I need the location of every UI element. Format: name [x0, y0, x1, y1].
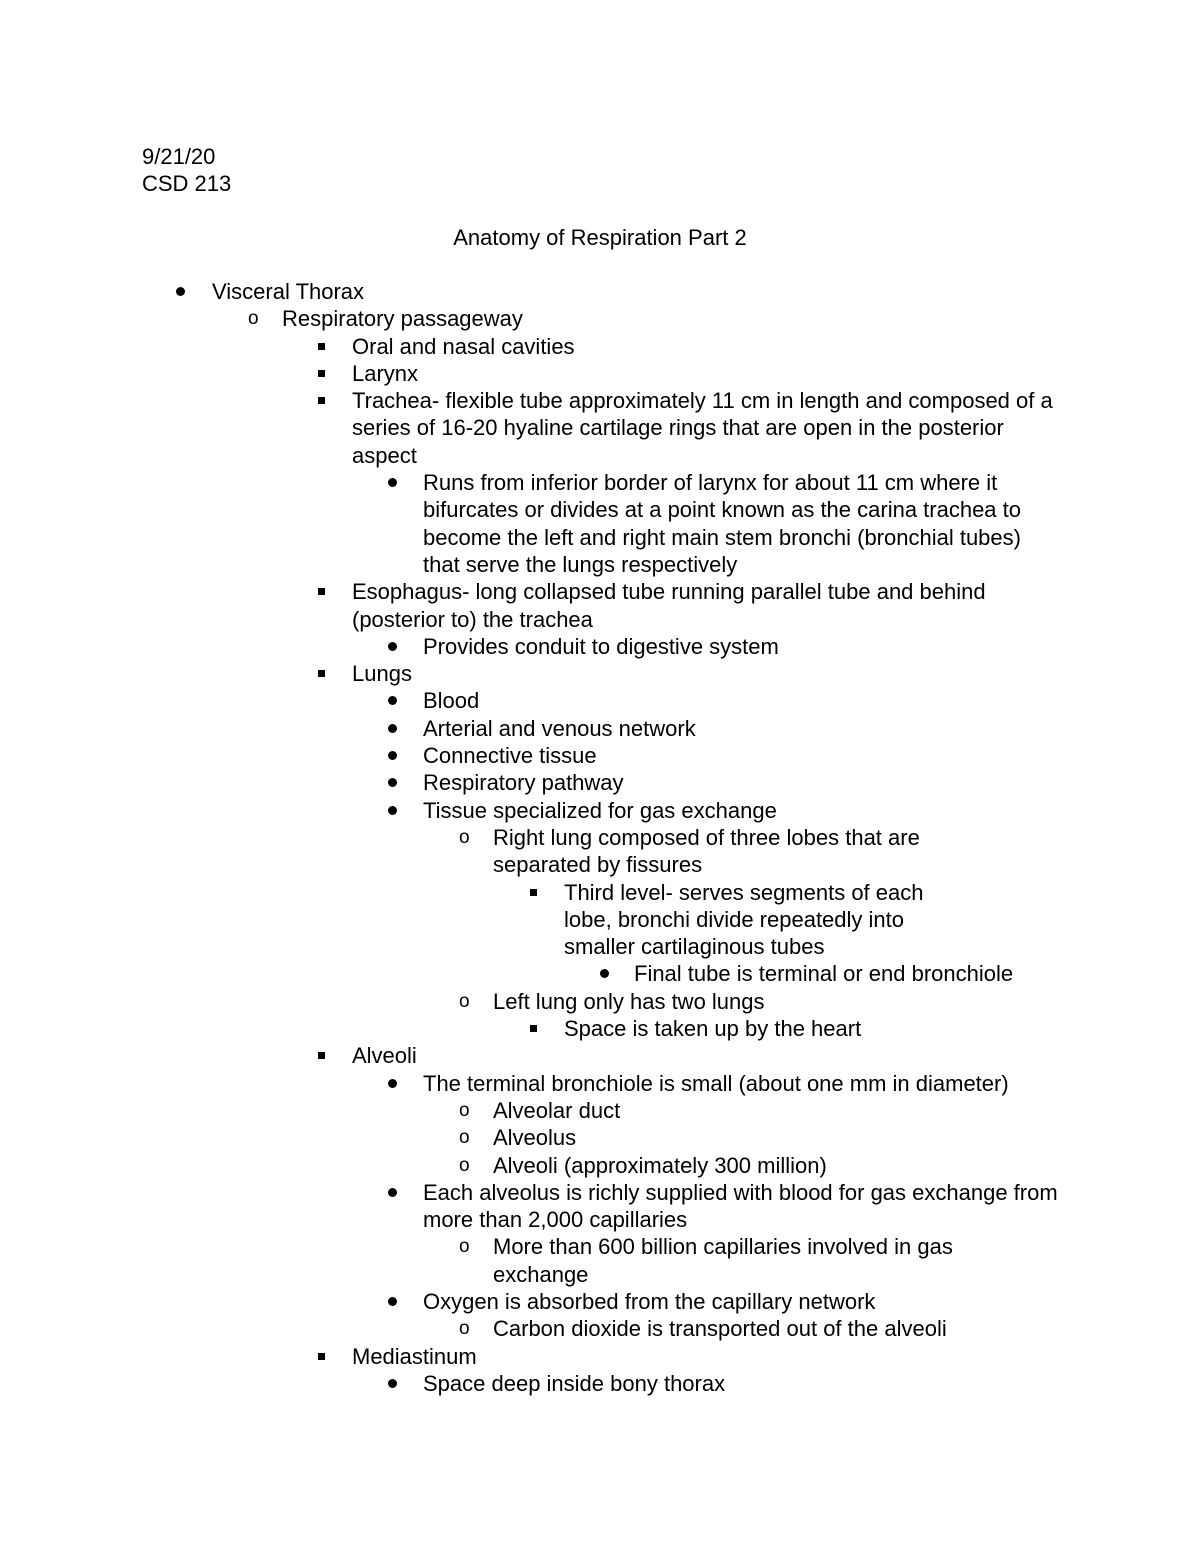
list-item-text: Larynx: [352, 360, 419, 386]
bullet-circle-icon: [459, 824, 470, 851]
bullet-dot-icon: [388, 806, 397, 815]
list-item: [0, 960, 1200, 987]
list-item-text: Mediastinum: [352, 1343, 477, 1369]
list-item-text: Alveoli: [352, 1043, 417, 1069]
list-item: [0, 1233, 1200, 1288]
list-item-text: Alveoli (approximately 300 million): [493, 1152, 827, 1178]
bullet-dot-icon: [176, 287, 185, 296]
list-item-text: Alveolus: [493, 1125, 577, 1151]
list-item-text: Oral and nasal cavities: [352, 333, 575, 359]
list-item-text: Left lung only has two lungs: [493, 988, 765, 1014]
list-item: [0, 360, 1200, 387]
list-item: [0, 633, 1200, 660]
list-item-text: Space deep inside bony thorax: [423, 1370, 726, 1396]
bullet-square-icon: [318, 670, 325, 677]
list-item-text: Arterial and venous network: [423, 715, 696, 741]
list-item-text: The terminal bronchiole is small (about one mm in diameter): [423, 1070, 1009, 1096]
document-title: Anatomy of Respiration Part 2: [453, 225, 747, 250]
bullet-dot-icon: [388, 1079, 397, 1088]
list-item-text: Provides conduit to digestive system: [423, 633, 779, 659]
bullet-dot-icon: [388, 478, 397, 487]
bullet-square-icon: [530, 889, 537, 896]
bullet-square-icon: [318, 588, 325, 595]
notes-outline: [0, 278, 1200, 1397]
list-item: [0, 988, 1200, 1015]
bullet-square-icon: [530, 1025, 537, 1032]
list-item-text: Lungs: [352, 661, 412, 687]
list-item: [0, 769, 1200, 796]
list-item-text: Connective tissue: [423, 743, 597, 769]
bullet-circle-icon: [459, 988, 470, 1015]
bullet-circle-icon: [459, 1124, 470, 1151]
list-item-text: Runs from inferior border of larynx for about 11 cm where it bifurcates or divides at a point known as the carina trachea to become the left and right main stem bronchi (bronchial tubes) that serve the lungs respectively: [423, 470, 1022, 577]
list-item-text: Visceral Thorax: [212, 279, 365, 304]
list-item: [0, 797, 1200, 824]
list-item: [0, 578, 1200, 633]
bullet-circle-icon: [459, 1233, 470, 1260]
list-item-text: Oxygen is absorbed from the capillary network: [423, 1288, 876, 1314]
list-item-text: Respiratory passageway: [282, 306, 523, 332]
list-item: [0, 1097, 1200, 1124]
list-item: [0, 1042, 1200, 1069]
list-item: [0, 660, 1200, 687]
list-item-text: Each alveolus is richly supplied with blood for gas exchange from more than 2,000 capillaries: [423, 1179, 1058, 1233]
bullet-square-icon: [318, 343, 325, 350]
list-item-text: Esophagus- long collapsed tube running parallel tube and behind (posterior to) the trachea: [352, 579, 986, 632]
list-item: [0, 1315, 1200, 1342]
bullet-square-icon: [318, 397, 325, 404]
list-item-text: Trachea- flexible tube approximately 11 cm in length and composed of a series of 16-20 hyaline cartilage rings that are open in the posterior aspect: [352, 388, 1053, 468]
bullet-circle-icon: [459, 1315, 470, 1342]
list-item-text: Alveolar duct: [493, 1097, 621, 1123]
bullet-square-icon: [318, 1052, 325, 1059]
bullet-dot-icon: [388, 751, 397, 760]
list-item-text: Third level- serves segments of each lobe, bronchi divide repeatedly into smaller cartilaginous tubes: [564, 879, 924, 960]
course-line: CSD 213: [142, 171, 232, 196]
bullet-dot-icon: [388, 1379, 397, 1388]
list-item-text: Carbon dioxide is transported out of the alveoli: [493, 1316, 947, 1342]
list-item: [0, 387, 1200, 469]
list-item: [0, 305, 1200, 332]
list-item-text: Blood: [423, 688, 480, 714]
list-item: [0, 1370, 1200, 1397]
list-item: [0, 687, 1200, 714]
list-item: [0, 1288, 1200, 1315]
list-item: [0, 1070, 1200, 1097]
list-item: [0, 879, 1200, 961]
list-item-text: Respiratory pathway: [423, 770, 624, 796]
list-item-text: Right lung composed of three lobes that are separated by fissures: [493, 824, 920, 878]
bullet-dot-icon: [388, 724, 397, 733]
list-item: [0, 333, 1200, 360]
bullet-circle-icon: [459, 1152, 470, 1179]
bullet-square-icon: [318, 370, 325, 377]
list-item-text: More than 600 billion capillaries involved in gas exchange: [493, 1234, 953, 1287]
bullet-dot-icon: [388, 1188, 397, 1197]
list-item: [0, 715, 1200, 742]
list-item: [0, 1179, 1200, 1234]
bullet-dot-icon: [388, 642, 397, 651]
bullet-dot-icon: [388, 1297, 397, 1306]
bullet-circle-icon: [248, 305, 259, 332]
list-item: [0, 1015, 1200, 1042]
list-item-text: Space is taken up by the heart: [564, 1016, 862, 1042]
bullet-circle-icon: [459, 1097, 470, 1124]
list-item-text: Tissue specialized for gas exchange: [423, 797, 777, 823]
bullet-square-icon: [318, 1353, 325, 1360]
list-item: [0, 1124, 1200, 1151]
list-item: [0, 1152, 1200, 1179]
list-item: [0, 1343, 1200, 1370]
list-item: [0, 278, 1200, 305]
list-item: [0, 824, 1200, 879]
list-item: [0, 469, 1200, 578]
date-line: 9/21/20: [142, 144, 216, 169]
list-item-text: Final tube is terminal or end bronchiole: [634, 961, 1014, 987]
list-item: [0, 742, 1200, 769]
